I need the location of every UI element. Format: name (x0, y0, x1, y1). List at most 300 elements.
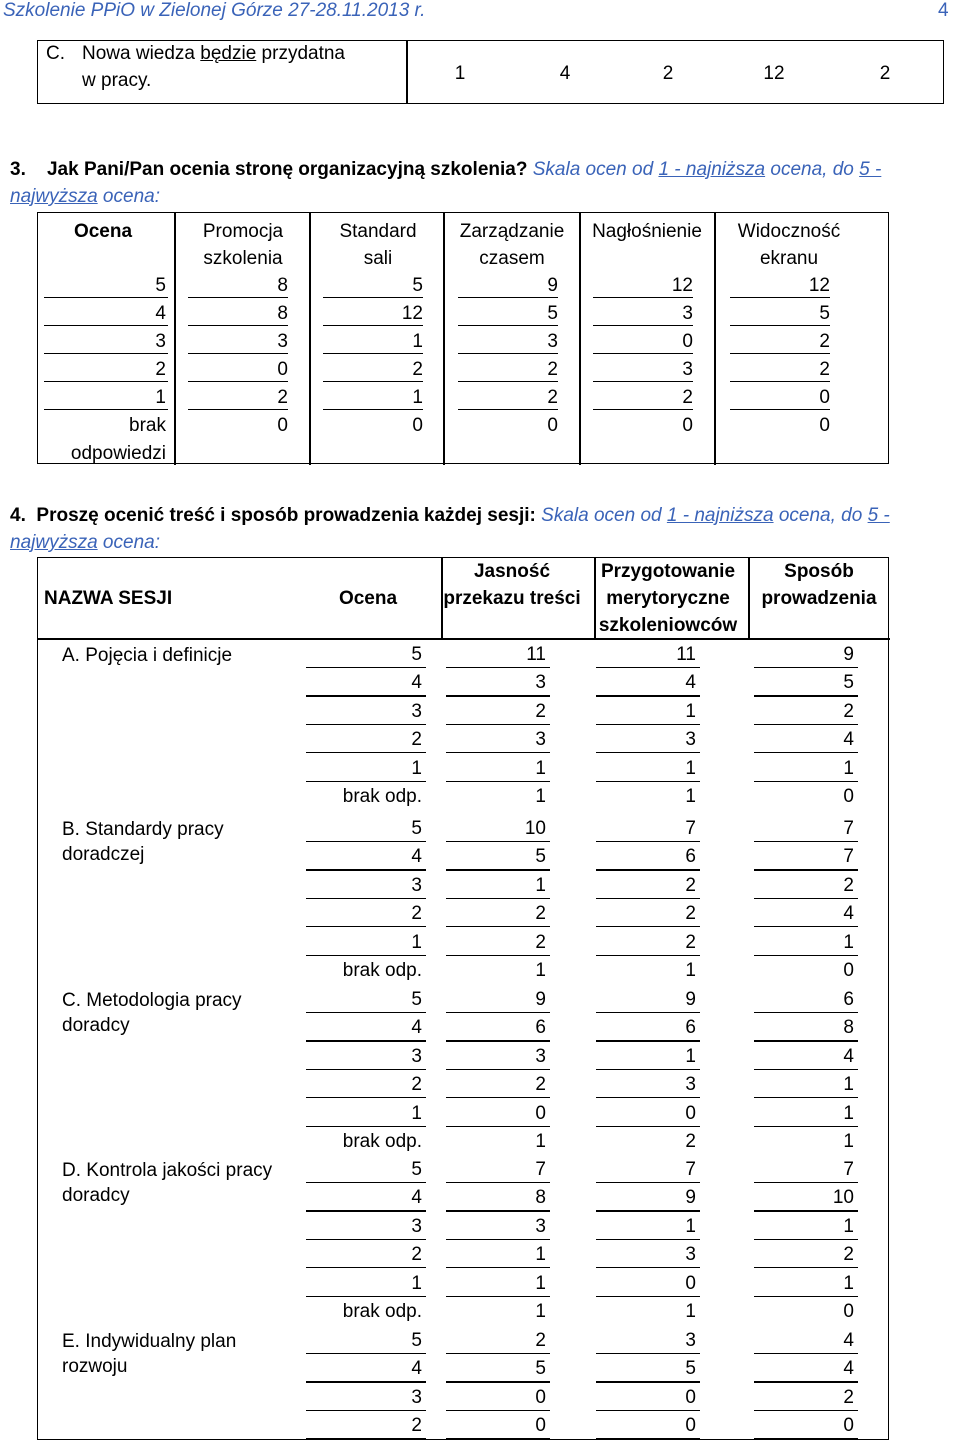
row-rule (446, 955, 550, 956)
row-rule (596, 869, 700, 870)
rating-label: 4 (411, 1358, 422, 1380)
table-value: 0 (682, 415, 693, 436)
table-value: 5 (535, 846, 546, 868)
question-4: 4. Proszę ocenić treść i sposób prowadzenia każdej sesji: Skala ocen od 1 - najniższa ocena, do 5 - najwyższa ocena: (10, 505, 890, 553)
rating-label: 2 (411, 1415, 422, 1437)
rating-label: 2 (155, 359, 166, 380)
session-name: doradcy (62, 1015, 130, 1036)
table-value: 1 (685, 757, 696, 779)
table-value: 4 (843, 729, 854, 751)
row-rule (306, 781, 426, 782)
rating-label: brak odp. (342, 960, 422, 981)
row-rule (306, 1410, 426, 1411)
table-value: 9 (685, 989, 696, 1010)
table-value: 0 (843, 786, 854, 807)
table-value: 3 (535, 1215, 546, 1237)
row-rule (596, 1012, 700, 1013)
table-header-cell: Widoczność ekranu (737, 221, 841, 269)
table-value: 2 (682, 387, 693, 408)
table-value: 5 (843, 672, 854, 694)
table-value: 4 (843, 1045, 854, 1067)
row-rule (458, 381, 558, 382)
session-name: A. Pojęcia i definicje (62, 645, 233, 666)
table-value: 1 (535, 1272, 546, 1294)
rating-label: 3 (155, 331, 166, 352)
rating-label: 4 (155, 303, 166, 324)
row-rule (754, 1296, 858, 1297)
row-rule (446, 1381, 550, 1382)
row-rule (596, 1353, 700, 1354)
row-rule (596, 1069, 700, 1070)
table-value: 7 (843, 818, 854, 839)
page-header-title: Szkolenie PPiO w Zielonej Górze 27-28.11.2013 r. (3, 0, 426, 21)
table-value: 9 (843, 644, 854, 665)
row-rule (596, 955, 700, 956)
rating-label: 2 (411, 1074, 422, 1096)
table-value: 1 (412, 331, 423, 352)
row-rule (306, 1069, 426, 1070)
row-rule (446, 1126, 550, 1127)
table-header-cell: Ocena (73, 221, 133, 242)
row-rule (446, 1210, 550, 1211)
table-value: 1 (843, 1102, 854, 1124)
row-rule (446, 869, 550, 870)
row-rule (730, 297, 830, 298)
table-value: 2 (685, 903, 696, 925)
rating-label: 2 (411, 903, 422, 925)
section-c-value: 2 (662, 63, 674, 84)
table-value: 1 (685, 1045, 696, 1067)
row-rule (446, 1097, 550, 1098)
row-rule (306, 1126, 426, 1127)
section-c-value: 1 (454, 63, 466, 84)
rating-label: odpowiedzi (70, 443, 166, 464)
row-rule (188, 381, 288, 382)
table-value: 8 (535, 1187, 546, 1209)
row-rule (596, 1126, 700, 1127)
rating-label: brak odp. (342, 1301, 422, 1322)
rating-label: 1 (411, 1102, 422, 1124)
table-value: 2 (535, 931, 546, 953)
row-rule (754, 1267, 858, 1268)
table-value: 2 (547, 387, 558, 408)
table-value: 3 (535, 672, 546, 694)
table-value: 0 (685, 1102, 696, 1124)
row-rule (323, 297, 423, 298)
rating-label: 4 (411, 1017, 422, 1039)
table-value: 1 (685, 1301, 696, 1322)
row-rule (446, 926, 550, 927)
row-rule (754, 1210, 858, 1211)
table-value: 10 (832, 1187, 854, 1209)
rating-label: 2 (411, 1244, 422, 1266)
session-name: C. Metodologia pracy (62, 990, 242, 1011)
row-rule (306, 898, 426, 899)
section-c-label-line2: w pracy. (82, 70, 152, 91)
rating-label: 4 (411, 672, 422, 694)
table-value: 2 (277, 387, 288, 408)
row-rule (596, 1267, 700, 1268)
row-rule (446, 695, 550, 696)
table-value: 9 (535, 989, 546, 1010)
row-rule (596, 898, 700, 899)
row-rule (446, 1267, 550, 1268)
row-rule (446, 898, 550, 899)
row-rule (306, 1182, 426, 1183)
row-rule (446, 1239, 550, 1240)
table-value: 6 (685, 1017, 696, 1039)
row-rule (323, 325, 423, 326)
row-rule (754, 869, 858, 870)
row-rule (596, 724, 700, 725)
table-value: 7 (843, 1159, 854, 1180)
table-value: 10 (524, 818, 546, 839)
rating-label: 1 (411, 931, 422, 953)
row-rule (306, 1210, 426, 1211)
table-value: 5 (412, 275, 423, 296)
row-rule (593, 297, 693, 298)
row-rule (730, 409, 830, 410)
table-value: 2 (535, 1074, 546, 1096)
table-value: 3 (685, 1330, 696, 1351)
table-value: 0 (547, 415, 558, 436)
row-rule (596, 781, 700, 782)
rating-label: 3 (411, 1045, 422, 1067)
row-rule (754, 781, 858, 782)
rating-label: brak odp. (342, 786, 422, 807)
table-value: 1 (535, 1301, 546, 1322)
table-value: 0 (277, 415, 288, 436)
table-column-divider (714, 213, 716, 465)
row-rule (188, 325, 288, 326)
table-header-cell: Jasność przekazu treści (443, 561, 581, 609)
row-rule (754, 724, 858, 725)
table-value: 2 (685, 931, 696, 953)
table-value: 0 (535, 1415, 546, 1437)
table-column-divider (174, 213, 176, 465)
table-value: 0 (843, 960, 854, 981)
row-rule (754, 1012, 858, 1013)
session-name: doradczej (62, 844, 145, 865)
rating-label: 1 (411, 1272, 422, 1294)
row-rule (306, 667, 426, 668)
table-value: 2 (685, 1131, 696, 1152)
row-rule (754, 841, 858, 842)
row-rule (306, 841, 426, 842)
table-value: 8 (277, 275, 288, 296)
session-name: D. Kontrola jakości pracy (62, 1160, 273, 1181)
row-rule (306, 1267, 426, 1268)
table-value: 7 (535, 1159, 546, 1180)
table-value: 2 (535, 903, 546, 925)
row-rule (754, 1353, 858, 1354)
row-rule (306, 955, 426, 956)
table-value: 1 (843, 1074, 854, 1096)
session-name: E. Indywidualny plan (62, 1331, 237, 1352)
row-rule (596, 841, 700, 842)
header-bottom-rule (38, 638, 890, 640)
row-rule (596, 1296, 700, 1297)
table-value: 7 (843, 846, 854, 868)
row-rule (446, 752, 550, 753)
table-value: 4 (843, 1358, 854, 1380)
row-rule (446, 1296, 550, 1297)
row-rule (754, 752, 858, 753)
table-header-cell: Sposób prowadzenia (761, 561, 877, 609)
table-value: 3 (685, 1244, 696, 1266)
row-rule (458, 409, 558, 410)
session-name: rozwoju (62, 1356, 128, 1377)
row-rule (596, 926, 700, 927)
table-value: 2 (685, 874, 696, 896)
table-column-divider (579, 213, 581, 465)
table-value: 8 (843, 1017, 854, 1039)
table-header-cell: Standard sali (339, 221, 417, 269)
row-rule (306, 695, 426, 696)
header-session-name: NAZWA SESJI (44, 588, 173, 609)
table-value: 9 (685, 1187, 696, 1209)
row-rule (446, 1040, 550, 1041)
row-rule (446, 1410, 550, 1411)
rating-label: 2 (411, 729, 422, 751)
table-value: 3 (535, 1045, 546, 1067)
table-value: 0 (685, 1415, 696, 1437)
row-rule (188, 297, 288, 298)
table-value: 2 (412, 359, 423, 380)
row-rule (593, 353, 693, 354)
question-3: 3. Jak Pani/Pan ocenia stronę organizacyjną szkolenia? Skala ocen od 1 - najniższa ocena, do 5 - najwyższa ocena: (10, 159, 882, 207)
header-divider (594, 558, 596, 640)
rating-label: 5 (411, 1330, 422, 1351)
table-value: 1 (843, 931, 854, 953)
rating-label: 1 (155, 387, 166, 408)
row-rule (188, 409, 288, 410)
row-rule (306, 752, 426, 753)
table-value: 7 (685, 818, 696, 839)
table-value: 3 (682, 359, 693, 380)
row-rule (306, 1239, 426, 1240)
row-rule (730, 381, 830, 382)
table-value: 1 (843, 1131, 854, 1152)
table-value: 5 (819, 303, 830, 324)
row-rule (754, 1182, 858, 1183)
row-rule (754, 1126, 858, 1127)
table-value: 12 (808, 275, 830, 296)
rating-label: 3 (411, 700, 422, 722)
row-rule (754, 1239, 858, 1240)
table-value: 8 (277, 303, 288, 324)
row-rule (730, 325, 830, 326)
table-value: 3 (685, 1074, 696, 1096)
row-rule (44, 297, 168, 298)
row-rule (44, 353, 168, 354)
row-rule (754, 1438, 858, 1439)
table-value: 2 (819, 359, 830, 380)
row-rule (596, 1040, 700, 1041)
row-rule (754, 955, 858, 956)
table-value: 5 (685, 1358, 696, 1380)
table-value: 3 (277, 331, 288, 352)
session-name: B. Standardy pracy (62, 819, 224, 840)
table-header-cell: Promocja szkolenia (202, 221, 284, 269)
row-rule (730, 353, 830, 354)
row-rule (306, 869, 426, 870)
page-number: 4 (938, 0, 949, 21)
section-c-letter: C. (46, 43, 65, 64)
rating-label: 1 (411, 757, 422, 779)
rating-label: brak odp. (342, 1131, 422, 1152)
row-rule (188, 353, 288, 354)
table-value: 0 (682, 331, 693, 352)
row-rule (446, 841, 550, 842)
table-value: 2 (843, 874, 854, 896)
row-rule (754, 1381, 858, 1382)
rating-label: brak (129, 415, 166, 436)
rating-label: 4 (411, 1187, 422, 1209)
row-rule (596, 1210, 700, 1211)
row-rule (754, 1097, 858, 1098)
table-value: 11 (676, 644, 696, 665)
table-value: 2 (843, 1244, 854, 1266)
row-rule (323, 353, 423, 354)
row-rule (323, 381, 423, 382)
row-rule (458, 297, 558, 298)
table-value: 12 (401, 303, 423, 324)
row-rule (596, 695, 700, 696)
table-value: 0 (843, 1415, 854, 1437)
organization-rating-table (37, 212, 889, 464)
header-divider (441, 558, 443, 640)
rating-label: 5 (411, 644, 422, 665)
table-value: 1 (535, 757, 546, 779)
table-value: 5 (535, 1358, 546, 1380)
session-rating-table (37, 557, 889, 1440)
table-value: 0 (819, 415, 830, 436)
row-rule (754, 1410, 858, 1411)
row-rule (458, 353, 558, 354)
table-value: 1 (685, 1215, 696, 1237)
table-value: 2 (843, 700, 854, 722)
rating-label: 3 (411, 1386, 422, 1408)
row-rule (306, 1012, 426, 1013)
row-rule (44, 409, 168, 410)
row-rule (754, 695, 858, 696)
row-rule (593, 381, 693, 382)
table-value: 2 (535, 1330, 546, 1351)
row-rule (446, 1012, 550, 1013)
row-rule (458, 325, 558, 326)
table-value: 1 (535, 1131, 546, 1152)
table-value: 9 (547, 275, 558, 296)
table-value: 7 (685, 1159, 696, 1180)
row-rule (754, 926, 858, 927)
rating-label: 3 (411, 1215, 422, 1237)
table-value: 0 (535, 1102, 546, 1124)
row-rule (306, 1296, 426, 1297)
row-rule (754, 898, 858, 899)
table-header-cell: Nagłośnienie (592, 221, 702, 242)
table-value: 2 (535, 700, 546, 722)
row-rule (306, 1438, 426, 1439)
row-rule (44, 325, 168, 326)
row-rule (596, 1381, 700, 1382)
rating-label: 5 (411, 989, 422, 1010)
section-c-value: 2 (879, 63, 891, 84)
row-rule (446, 1182, 550, 1183)
table-value: 6 (843, 989, 854, 1010)
table-value: 0 (819, 387, 830, 408)
table-value: 3 (535, 729, 546, 751)
table-value: 1 (535, 1244, 546, 1266)
table-value: 1 (843, 757, 854, 779)
row-rule (596, 1438, 700, 1439)
row-rule (306, 1040, 426, 1041)
rating-label: 4 (411, 846, 422, 868)
table-value: 0 (685, 1272, 696, 1294)
table-value: 4 (843, 1330, 854, 1351)
table-value: 1 (412, 387, 423, 408)
table-value: 0 (685, 1386, 696, 1408)
row-rule (323, 409, 423, 410)
row-rule (754, 1040, 858, 1041)
table-column-divider (309, 213, 311, 465)
table-value: 0 (843, 1301, 854, 1322)
table-value: 1 (535, 874, 546, 896)
row-rule (446, 667, 550, 668)
table-value: 0 (412, 415, 423, 436)
section-c-divider (406, 41, 408, 103)
header-divider (748, 558, 750, 640)
row-rule (306, 926, 426, 927)
row-rule (596, 1182, 700, 1183)
header-rating: Ocena (338, 588, 398, 609)
rating-label: 5 (411, 818, 422, 839)
row-rule (596, 1410, 700, 1411)
table-value: 0 (535, 1386, 546, 1408)
row-rule (593, 325, 693, 326)
rating-label: 5 (411, 1159, 422, 1180)
row-rule (593, 409, 693, 410)
section-c-box (37, 40, 944, 104)
table-value: 1 (535, 786, 546, 807)
table-header-cell: Zarządzanie czasem (459, 221, 565, 269)
row-rule (596, 1239, 700, 1240)
table-value: 2 (819, 331, 830, 352)
table-value: 1 (535, 960, 546, 981)
section-c-value: 4 (559, 63, 571, 84)
table-value: 3 (547, 331, 558, 352)
rating-label: 3 (411, 874, 422, 896)
row-rule (754, 667, 858, 668)
rating-label: 5 (155, 275, 166, 296)
table-value: 12 (671, 275, 693, 296)
table-value: 1 (843, 1215, 854, 1237)
section-c-label-line1: Nowa wiedza będzie przydatna (82, 43, 346, 64)
table-value: 3 (682, 303, 693, 324)
table-value: 1 (685, 960, 696, 981)
table-value: 6 (685, 846, 696, 868)
table-value: 2 (843, 1386, 854, 1408)
row-rule (306, 724, 426, 725)
row-rule (446, 1069, 550, 1070)
session-name: doradcy (62, 1185, 130, 1206)
table-value: 5 (547, 303, 558, 324)
row-rule (446, 724, 550, 725)
row-rule (754, 1069, 858, 1070)
table-value: 1 (843, 1272, 854, 1294)
table-value: 1 (685, 786, 696, 807)
row-rule (596, 1097, 700, 1098)
